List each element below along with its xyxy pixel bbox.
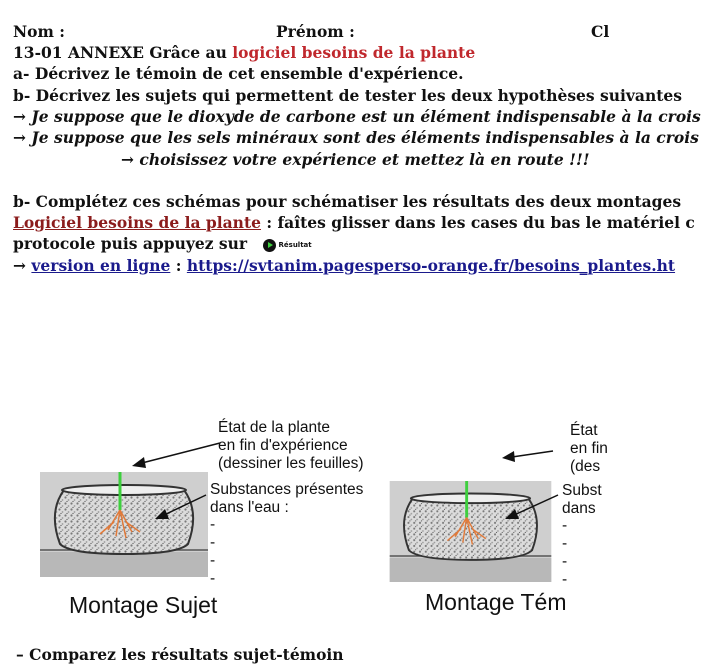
- etat-label-left: État de la plante en fin d'expérience (dessiner les feuilles): [218, 419, 364, 472]
- result-button-label: Résultat: [278, 241, 312, 249]
- substances-dashes-left: - - - -: [210, 516, 216, 587]
- arrow-etat-right: [498, 445, 558, 465]
- arrow-etat-left: [120, 440, 230, 470]
- pot-illustration-left: [40, 472, 208, 577]
- heading-prefix: 13-01 ANNEXE Grâce au: [13, 43, 227, 62]
- result-button[interactable]: [263, 235, 312, 255]
- question-b1: b- Décrivez les sujets qui permettent de tester les deux hypothèses suivantes: [13, 86, 682, 105]
- protocole-text: protocole puis appuyez sur: [13, 234, 248, 253]
- online-version-link[interactable]: version en ligne: [31, 256, 171, 275]
- substances-dashes-right: - - - -: [562, 517, 568, 588]
- nom-label: Nom :: [13, 22, 66, 41]
- logiciel-instruction: : faîtes glisser dans les cases du bas le matériel c: [260, 213, 695, 232]
- question-a: a- Décrivez le témoin de cet ensemble d'expérience.: [13, 64, 464, 83]
- protocole-line: [13, 234, 312, 255]
- hypothesis-2: → Je suppose que les sels minéraux sont des éléments indispensables à la crois: [13, 128, 699, 147]
- classe-label: Cl: [591, 22, 610, 41]
- bottom-partial-line: – Comparez les résultats sujet-témoin: [16, 645, 344, 664]
- substances-label-right: Subst dans: [562, 482, 602, 517]
- choose-instruction: → choisissez votre expérience et mettez là en route !!!: [121, 150, 590, 169]
- logiciel-link[interactable]: Logiciel besoins de la plante: [13, 213, 261, 232]
- substances-label-left: Substances présentes dans l'eau :: [210, 481, 364, 516]
- question-b2: b- Complétez ces schémas pour schématiser les résultats des deux montages: [13, 192, 682, 211]
- logiciel-line: [13, 213, 695, 233]
- prenom-label: Prénom :: [276, 22, 355, 41]
- hypothesis-1: → Je suppose que le dioxyde de carbone est un élément indispensable à la crois: [13, 107, 701, 126]
- online-line: [13, 256, 675, 276]
- heading-line: [13, 43, 475, 63]
- online-arrow: →: [13, 256, 26, 275]
- play-icon: [263, 239, 276, 252]
- etat-label-right: État en fin (des: [570, 422, 608, 475]
- heading-software-name: logiciel besoins de la plante: [232, 43, 476, 62]
- online-url-link[interactable]: https://svtanim.pagesperso-orange.fr/besoins_plantes.ht: [186, 256, 676, 275]
- montage-temoin-title: Montage Tém: [425, 589, 567, 615]
- arrow-substances-left: [150, 492, 210, 522]
- montage-sujet-title: Montage Sujet: [69, 592, 218, 618]
- online-separator: :: [170, 256, 187, 275]
- arrow-substances-right: [500, 492, 560, 522]
